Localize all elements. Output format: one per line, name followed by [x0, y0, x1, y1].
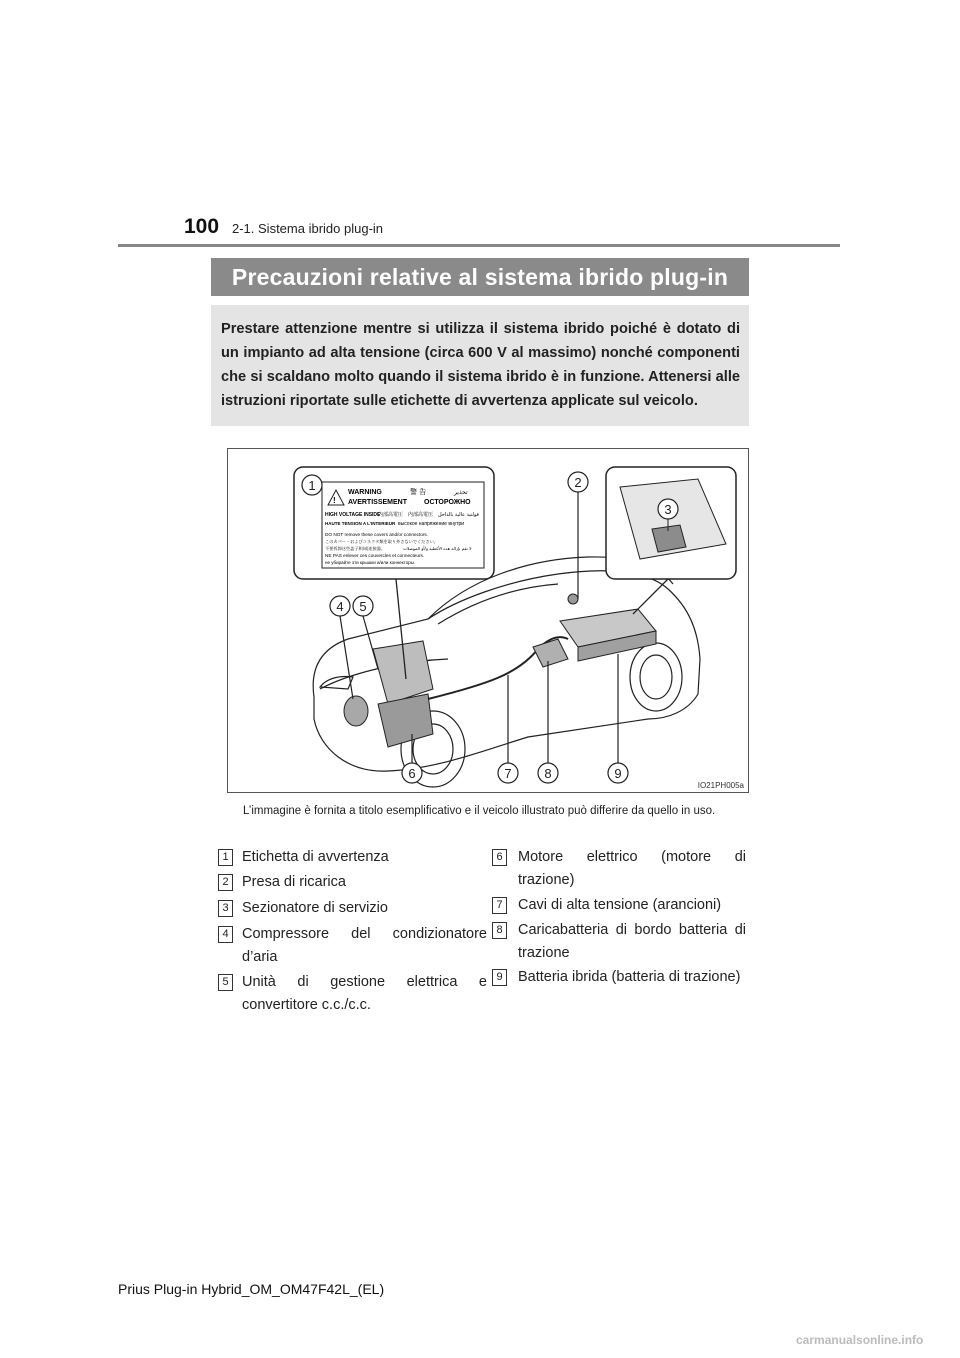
rear-wheel-hub — [640, 655, 672, 699]
label-warning: WARNING — [348, 489, 382, 496]
legend-item-6: Motore elettrico (motore di trazione) — [518, 849, 746, 888]
legend-item-5: Unità di gestione elettrica e convertitore c.c./c.c. — [242, 974, 487, 1013]
label-ostorozhno: ОСТОРОЖНО — [424, 499, 471, 506]
page-number: 100 — [184, 215, 220, 238]
legend-number-5: 5 — [218, 974, 233, 991]
ac-compressor — [344, 696, 368, 726]
callout-3-number: 3 — [664, 502, 672, 517]
label-ar-hv: فولتية عالية بالداخل — [438, 512, 479, 518]
legend-item-2: Presa di ricarica — [242, 874, 346, 890]
label-cn-line: 不要拆卸这些盖子和/或连接器。 — [325, 546, 386, 551]
legend-number-2: 2 — [218, 874, 233, 891]
legend-item-7: Cavi di alta tensione (arancioni) — [518, 897, 722, 913]
electric-motor — [378, 694, 433, 747]
legend-item-8: Caricabatteria di bordo batteria di trazione — [518, 922, 746, 961]
legend-item-9: Batteria ibrida (batteria di trazione) — [518, 969, 741, 985]
legend-item-3: Sezionatore di servizio — [242, 900, 388, 916]
headlight — [320, 676, 353, 689]
label-ne-pas: NE PAS enlever ces couvercles et connecteurs. — [325, 553, 425, 558]
label-high-voltage: HIGH VOLTAGE INSIDE — [325, 512, 381, 518]
callout-9-number: 9 — [614, 766, 622, 781]
figure-code: IO21PH005a — [697, 781, 744, 790]
label-ar-line: لا تقم بإزالة هذه الأغطية و/أو الموصلات — [403, 546, 472, 551]
service-plug-leader — [633, 579, 668, 614]
callout-4-number: 4 — [336, 599, 344, 614]
label-haute-tension: HAUTE TENSION A L'INTERIEUR — [325, 521, 396, 526]
on-board-charger — [533, 639, 568, 667]
intro-text: Prestare attenzione mentre si utilizza il sistema ibrido poiché è dotato di un impianto ad alta tensione (circa 600 V al massimo) nonché componenti che si scaldano molto quando il sistema ibrido è in funzione. Attenersi alle istruzioni riportate sulle etichette di avvertenza applicate sul veicolo. — [221, 321, 740, 409]
label-jp-hv: 内部高電圧 — [378, 512, 404, 518]
legend-item-4: Compressore del condizionatore d’aria — [242, 926, 487, 965]
callout-2-number: 2 — [574, 475, 582, 490]
section-reference: 2-1. Sistema ibrido plug-in — [232, 221, 384, 236]
service-plug — [652, 525, 686, 552]
watermark: carmanualsonline.info — [796, 1333, 924, 1347]
section-title: Precauzioni relative al sistema ibrido plug-in — [211, 258, 749, 296]
legend-number-7: 7 — [492, 897, 507, 914]
label-cn-hv: 内部高電压 — [408, 512, 434, 518]
charging-inlet — [568, 594, 578, 604]
label-arabic: تحذير — [454, 489, 468, 496]
callout-7-number: 7 — [504, 766, 512, 781]
header-rule — [118, 244, 840, 247]
vehicle-drawing — [228, 449, 749, 793]
legend-item-1: Etichetta di avvertenza — [242, 849, 389, 865]
callout-5-number: 5 — [359, 599, 367, 614]
intro-box — [211, 305, 749, 426]
callout-1-number: 1 — [308, 478, 316, 493]
figure-caption: L’immagine è fornita a titolo esemplificativo e il veicolo illustrato può differire da quello in uso. — [243, 805, 716, 817]
callout-4-leader — [340, 616, 353, 699]
callout-6-number: 6 — [408, 766, 416, 781]
callout-5-leader — [363, 616, 378, 669]
label-do-not: DO NOT remove these covers and/or connectors. — [325, 532, 429, 537]
legend-number-1: 1 — [218, 849, 233, 866]
legend-number-9: 9 — [492, 969, 507, 986]
vehicle-illustration — [227, 448, 749, 793]
label-ru-hv: высокое напряжение внутри — [398, 521, 465, 527]
callout-8-number: 8 — [544, 766, 552, 781]
footer-manual-id: Prius Plug-in Hybrid_OM_OM47F42L_(EL) — [118, 1281, 385, 1297]
legend-number-3: 3 — [218, 900, 233, 917]
label-kanji: 警 告 — [410, 488, 427, 496]
rear-wheel — [630, 643, 682, 711]
legend-number-4: 4 — [218, 926, 233, 943]
label-jp-line: このカバー・およびコネクタ類を取り外さないでください。 — [325, 539, 438, 544]
legend-number-8: 8 — [492, 922, 507, 939]
svg-text:!: ! — [333, 496, 336, 505]
legend-number-6: 6 — [492, 849, 507, 866]
label-avertissement: AVERTISSEMENT — [348, 499, 407, 506]
label-ru-line: не убирайте эти крышки и/или коннекторы. — [325, 560, 416, 565]
